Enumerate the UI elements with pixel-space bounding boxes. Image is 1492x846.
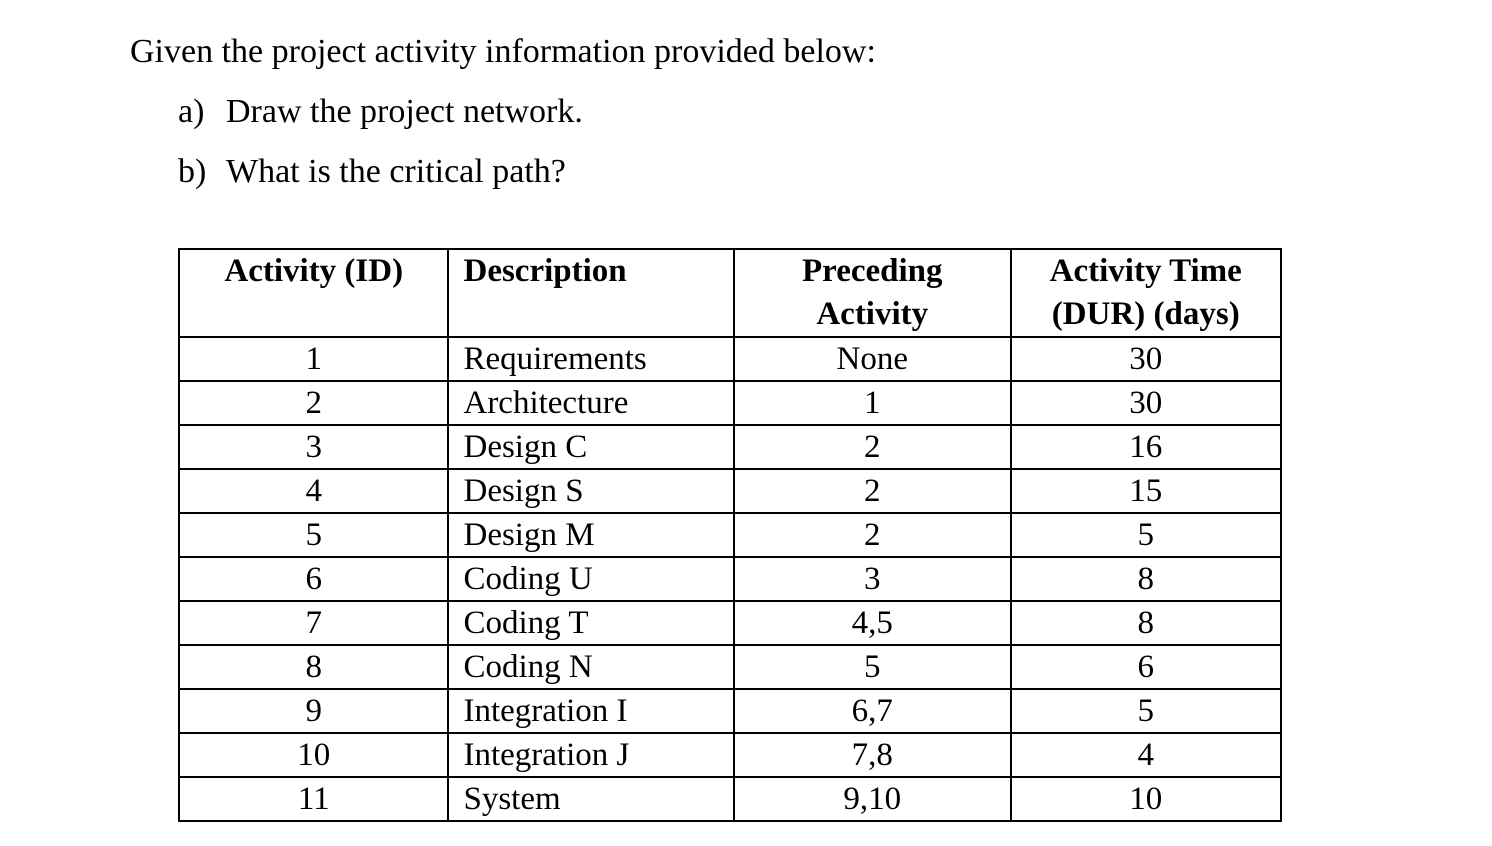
cell-description: Design M xyxy=(448,513,734,557)
header-preceding-activity xyxy=(734,249,1011,337)
header-preceding-line1: Preceding xyxy=(801,253,943,289)
cell-id: 4 xyxy=(179,469,448,513)
cell-duration: 4 xyxy=(1011,733,1282,777)
cell-preceding: None xyxy=(734,337,1011,381)
table-row xyxy=(179,557,1281,601)
question-a xyxy=(178,90,583,150)
cell-preceding: 1 xyxy=(734,381,1011,425)
cell-preceding: 4,5 xyxy=(734,601,1011,645)
cell-id: 11 xyxy=(179,777,448,821)
question-marker: b) xyxy=(178,153,207,190)
table-row xyxy=(179,601,1281,645)
cell-duration: 5 xyxy=(1011,513,1282,557)
table-row xyxy=(179,337,1281,381)
header-preceding-line2: Activity xyxy=(816,296,929,332)
question-text: What is the critical path? xyxy=(226,153,566,190)
cell-description: System xyxy=(448,777,734,821)
question-list xyxy=(178,90,583,210)
cell-id: 3 xyxy=(179,425,448,469)
cell-description: Coding N xyxy=(448,645,734,689)
cell-duration: 30 xyxy=(1011,381,1282,425)
cell-duration: 16 xyxy=(1011,425,1282,469)
question-text: Draw the project network. xyxy=(226,93,583,130)
header-time-line1: Activity Time xyxy=(1049,253,1242,289)
cell-description: Integration I xyxy=(448,689,734,733)
cell-description: Architecture xyxy=(448,381,734,425)
cell-description: Design C xyxy=(448,425,734,469)
cell-id: 8 xyxy=(179,645,448,689)
cell-duration: 8 xyxy=(1011,601,1282,645)
cell-description: Design S xyxy=(448,469,734,513)
cell-description: Coding T xyxy=(448,601,734,645)
table-row xyxy=(179,645,1281,689)
header-activity-time xyxy=(1011,249,1282,337)
question-marker: a) xyxy=(178,93,205,130)
cell-description: Coding U xyxy=(448,557,734,601)
cell-duration: 8 xyxy=(1011,557,1282,601)
cell-preceding: 6,7 xyxy=(734,689,1011,733)
header-description: Description xyxy=(448,249,734,337)
cell-duration: 6 xyxy=(1011,645,1282,689)
cell-preceding: 7,8 xyxy=(734,733,1011,777)
table-row xyxy=(179,777,1281,821)
cell-duration: 5 xyxy=(1011,689,1282,733)
cell-preceding: 3 xyxy=(734,557,1011,601)
activity-table xyxy=(178,248,1282,822)
cell-id: 7 xyxy=(179,601,448,645)
table-row xyxy=(179,689,1281,733)
cell-description: Requirements xyxy=(448,337,734,381)
cell-id: 9 xyxy=(179,689,448,733)
cell-duration: 30 xyxy=(1011,337,1282,381)
table-header-row xyxy=(179,249,1281,337)
intro-text: Given the project activity information provided below: xyxy=(130,33,876,70)
header-time-line2: (DUR) (days) xyxy=(1051,296,1240,332)
question-b xyxy=(178,150,583,210)
table-row xyxy=(179,381,1281,425)
cell-preceding: 5 xyxy=(734,645,1011,689)
cell-preceding: 2 xyxy=(734,425,1011,469)
header-activity-id: Activity (ID) xyxy=(179,249,448,337)
cell-id: 5 xyxy=(179,513,448,557)
table-row xyxy=(179,733,1281,777)
cell-preceding: 2 xyxy=(734,469,1011,513)
cell-duration: 10 xyxy=(1011,777,1282,821)
cell-id: 1 xyxy=(179,337,448,381)
table-row xyxy=(179,425,1281,469)
table-row xyxy=(179,513,1281,557)
cell-id: 2 xyxy=(179,381,448,425)
table-row xyxy=(179,469,1281,513)
cell-description: Integration J xyxy=(448,733,734,777)
cell-id: 10 xyxy=(179,733,448,777)
cell-preceding: 2 xyxy=(734,513,1011,557)
cell-duration: 15 xyxy=(1011,469,1282,513)
cell-id: 6 xyxy=(179,557,448,601)
cell-preceding: 9,10 xyxy=(734,777,1011,821)
